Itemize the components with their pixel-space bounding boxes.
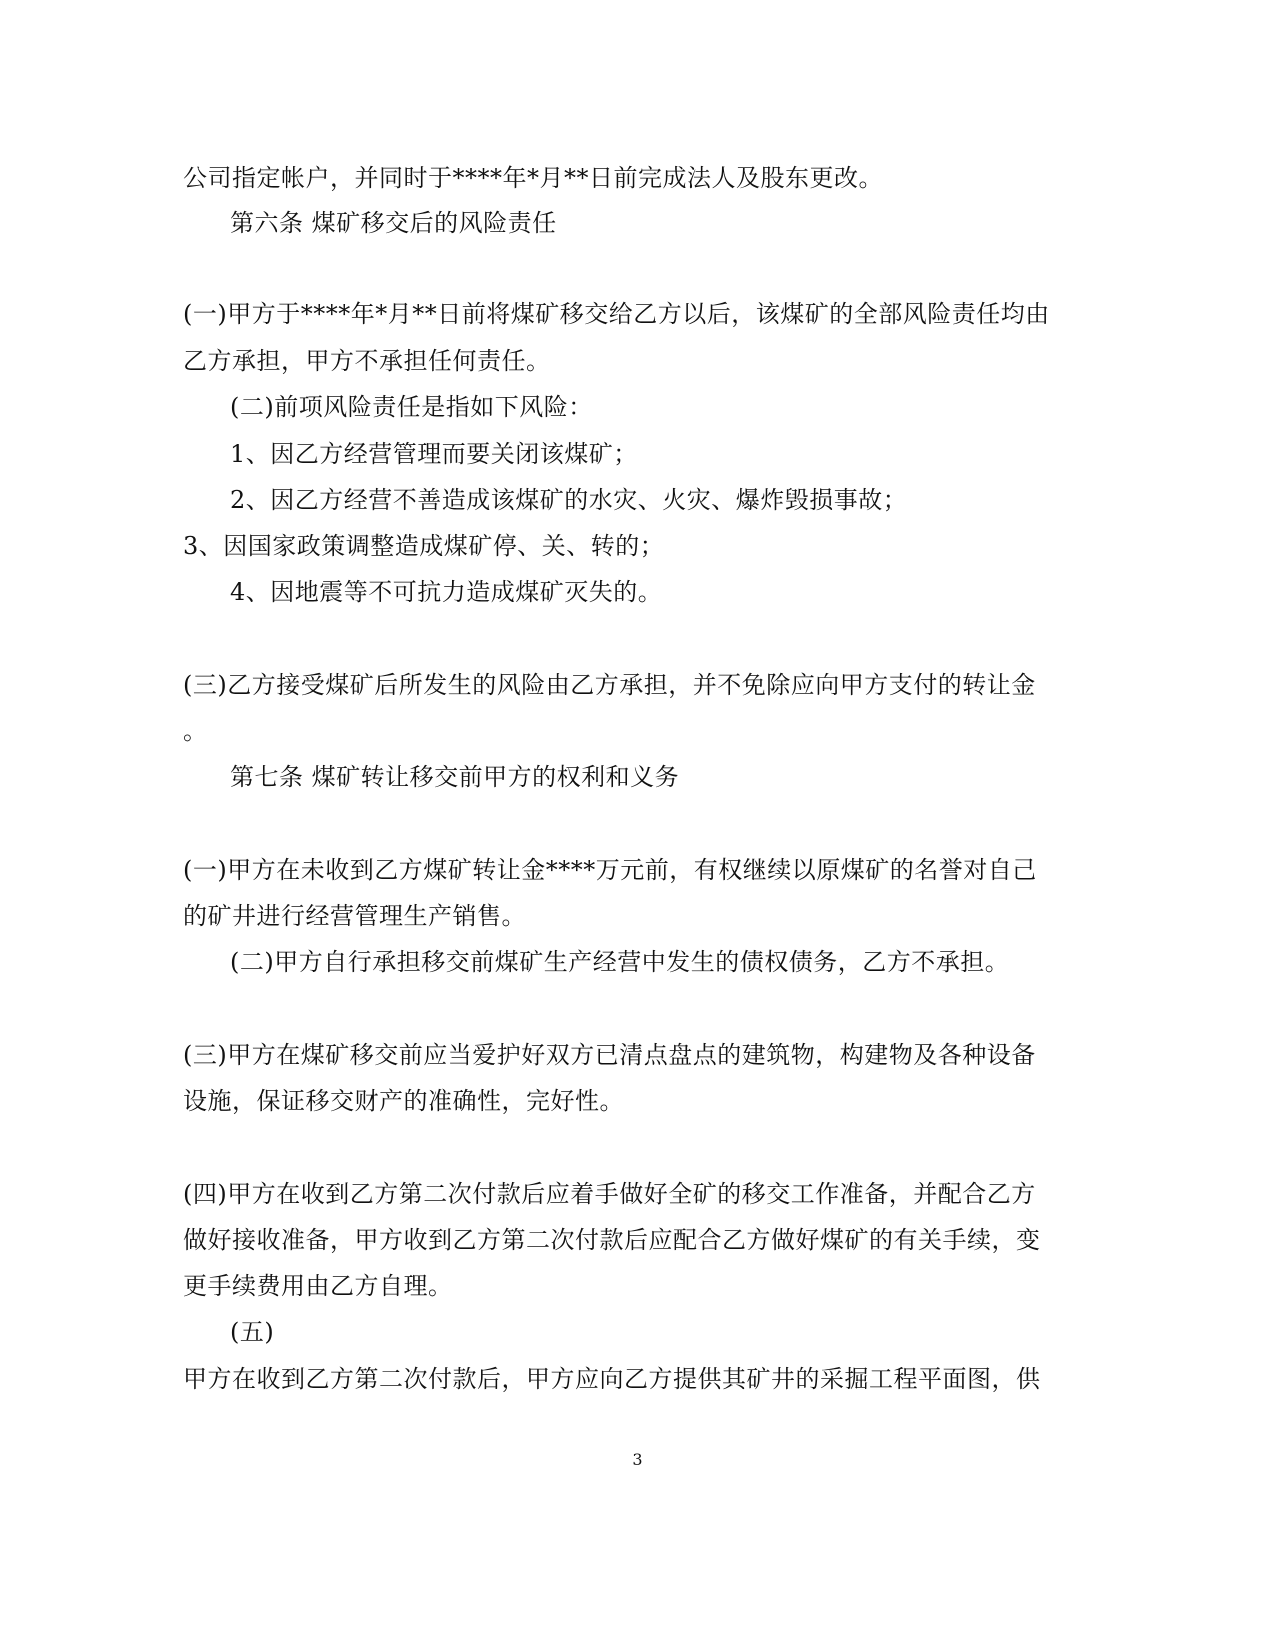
paragraph-line: 公司指定帐户，并同时于****年*月**日前完成法人及股东更改。 <box>183 164 883 192</box>
paragraph-line: 的矿井进行经营管理生产销售。 <box>183 902 526 930</box>
paragraph-line: 乙方承担，甲方不承担任何责任。 <box>183 347 551 375</box>
page-number: 3 <box>632 1450 643 1469</box>
list-item: 2、因乙方经营不善造成该煤矿的水灾、火灾、爆炸毁损事故； <box>230 486 908 514</box>
paragraph-line: 更手续费用由乙方自理。 <box>183 1272 453 1300</box>
list-item: 3、因国家政策调整造成煤矿停、关、转的； <box>183 532 665 560</box>
paragraph-line: (四)甲方在收到乙方第二次付款后应着手做好全矿的移交工作准备，并配合乙方 <box>183 1180 1036 1208</box>
paragraph-line: 。 <box>183 717 208 745</box>
section-heading-7: 第七条 煤矿转让移交前甲方的权利和义务 <box>230 763 680 791</box>
paragraph-line: (一)甲方在未收到乙方煤矿转让金****万元前，有权继续以原煤矿的名誉对自己 <box>183 856 1037 884</box>
paragraph-line: (五) <box>230 1318 275 1346</box>
paragraph-line: (三)乙方接受煤矿后所发生的风险由乙方承担，并不免除应向甲方支付的转让金 <box>183 671 1036 699</box>
list-item: 4、因地震等不可抗力造成煤矿灭失的。 <box>230 578 663 606</box>
section-heading-6: 第六条 煤矿移交后的风险责任 <box>230 209 557 237</box>
paragraph-line: (一)甲方于****年*月**日前将煤矿移交给乙方以后，该煤矿的全部风险责任均由 <box>183 300 1050 328</box>
paragraph-line: (二)甲方自行承担移交前煤矿生产经营中发生的债权债务，乙方不承担。 <box>230 948 1010 976</box>
paragraph-line: (二)前项风险责任是指如下风险： <box>230 393 593 421</box>
paragraph-line: 做好接收准备，甲方收到乙方第二次付款后应配合乙方做好煤矿的有关手续，变 <box>183 1226 1041 1254</box>
paragraph-line: 设施，保证移交财产的准确性，完好性。 <box>183 1087 624 1115</box>
paragraph-line: (三)甲方在煤矿移交前应当爱护好双方已清点盘点的建筑物，构建物及各种设备 <box>183 1041 1036 1069</box>
list-item: 1、因乙方经营管理而要关闭该煤矿； <box>230 440 638 468</box>
paragraph-line: 甲方在收到乙方第二次付款后，甲方应向乙方提供其矿井的采掘工程平面图，供 <box>183 1365 1041 1393</box>
